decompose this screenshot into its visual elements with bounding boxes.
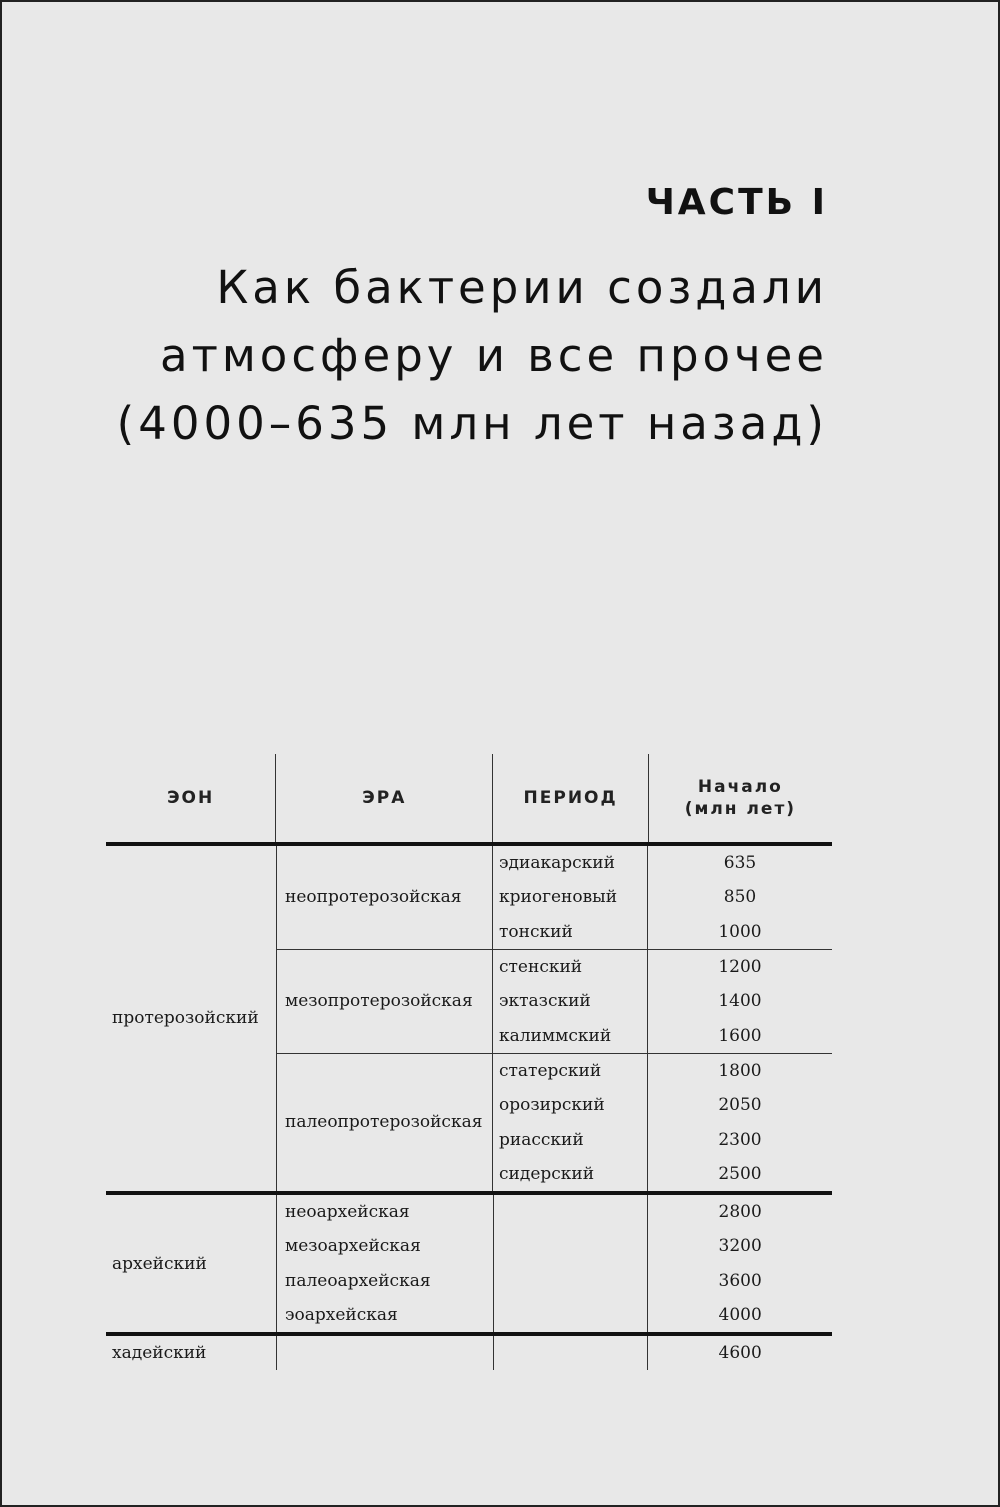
header-start (648, 754, 832, 842)
era-name: неопротерозойская (276, 846, 492, 949)
start-value: 3200 (647, 1229, 832, 1263)
header-start-line: (млн лет) (684, 799, 797, 819)
period-name: риасский (492, 1122, 647, 1156)
start-value: 4600 (647, 1336, 832, 1370)
start-value: 850 (647, 880, 832, 914)
table-row (492, 846, 832, 880)
start-value: 3600 (647, 1264, 832, 1298)
start-value: 2050 (647, 1088, 832, 1122)
period-name: криогеновый (492, 880, 647, 914)
table-row (276, 1264, 832, 1298)
era-name: палеопротерозойская (276, 1054, 492, 1191)
era-name: мезопротерозойская (276, 950, 492, 1053)
table-row (492, 984, 832, 1018)
era-name: эоархейская (276, 1298, 493, 1332)
era-block (276, 846, 832, 949)
start-value: 635 (647, 846, 832, 880)
period-empty (493, 1336, 648, 1370)
header-start-line: Начало (697, 777, 783, 797)
era-name: мезоархейская (276, 1229, 493, 1263)
table-row (492, 1054, 832, 1088)
period-name: эктазский (492, 984, 647, 1018)
period-name: калиммский (492, 1018, 647, 1052)
eon-name: архейский (112, 1253, 207, 1274)
table-row (492, 950, 832, 984)
period-empty (493, 1195, 648, 1229)
part-title (117, 254, 828, 458)
period-empty (493, 1264, 648, 1298)
part-title-line: (4000–635 млн лет назад) (116, 397, 828, 450)
table-row (492, 915, 832, 949)
period-empty (493, 1298, 648, 1332)
eon-name: протерозойский (112, 1008, 259, 1029)
part-title-line: атмосферу и все прочее (160, 329, 828, 382)
period-empty (493, 1229, 648, 1263)
header-period: ПЕРИОД (492, 754, 647, 842)
eon-name: хадейский (112, 1343, 207, 1364)
header-era: ЭРА (275, 754, 492, 842)
period-name: сидерский (492, 1157, 647, 1191)
table-row (492, 880, 832, 914)
start-value: 1200 (647, 950, 832, 984)
part-title-line: Как бактерии создали (216, 261, 828, 314)
start-value: 4000 (647, 1298, 832, 1332)
eon-block-archean (106, 1195, 832, 1332)
header-eon: ЭОН (167, 788, 215, 808)
table-row (492, 1088, 832, 1122)
period-name: эдиакарский (492, 846, 647, 880)
period-name: тонский (492, 915, 647, 949)
table-row (276, 1229, 832, 1263)
period-name: статерский (492, 1054, 647, 1088)
period-name: стенский (492, 950, 647, 984)
table-header (106, 754, 832, 842)
table-row (276, 1298, 832, 1332)
part-label: ЧАСТЬ I (645, 182, 828, 223)
start-value: 2800 (647, 1195, 832, 1229)
table-row (492, 1122, 832, 1156)
table-row (492, 1018, 832, 1052)
period-name: орозирский (492, 1088, 647, 1122)
era-block (276, 949, 832, 1053)
era-name: неоархейская (276, 1195, 493, 1229)
era-name: палеоархейская (276, 1264, 493, 1298)
start-value: 2500 (647, 1157, 832, 1191)
start-value: 2300 (647, 1122, 832, 1156)
start-value: 1000 (647, 915, 832, 949)
eon-block-hadean (106, 1336, 832, 1370)
start-value: 1400 (647, 984, 832, 1018)
table-row (276, 1195, 832, 1229)
era-block (276, 1053, 832, 1191)
geologic-time-table (106, 754, 832, 1370)
start-value: 1600 (647, 1018, 832, 1052)
era-empty (276, 1336, 493, 1370)
table-row (492, 1157, 832, 1191)
start-value: 1800 (647, 1054, 832, 1088)
table-row (276, 1336, 832, 1370)
eon-block-proterozoic (106, 846, 832, 1191)
